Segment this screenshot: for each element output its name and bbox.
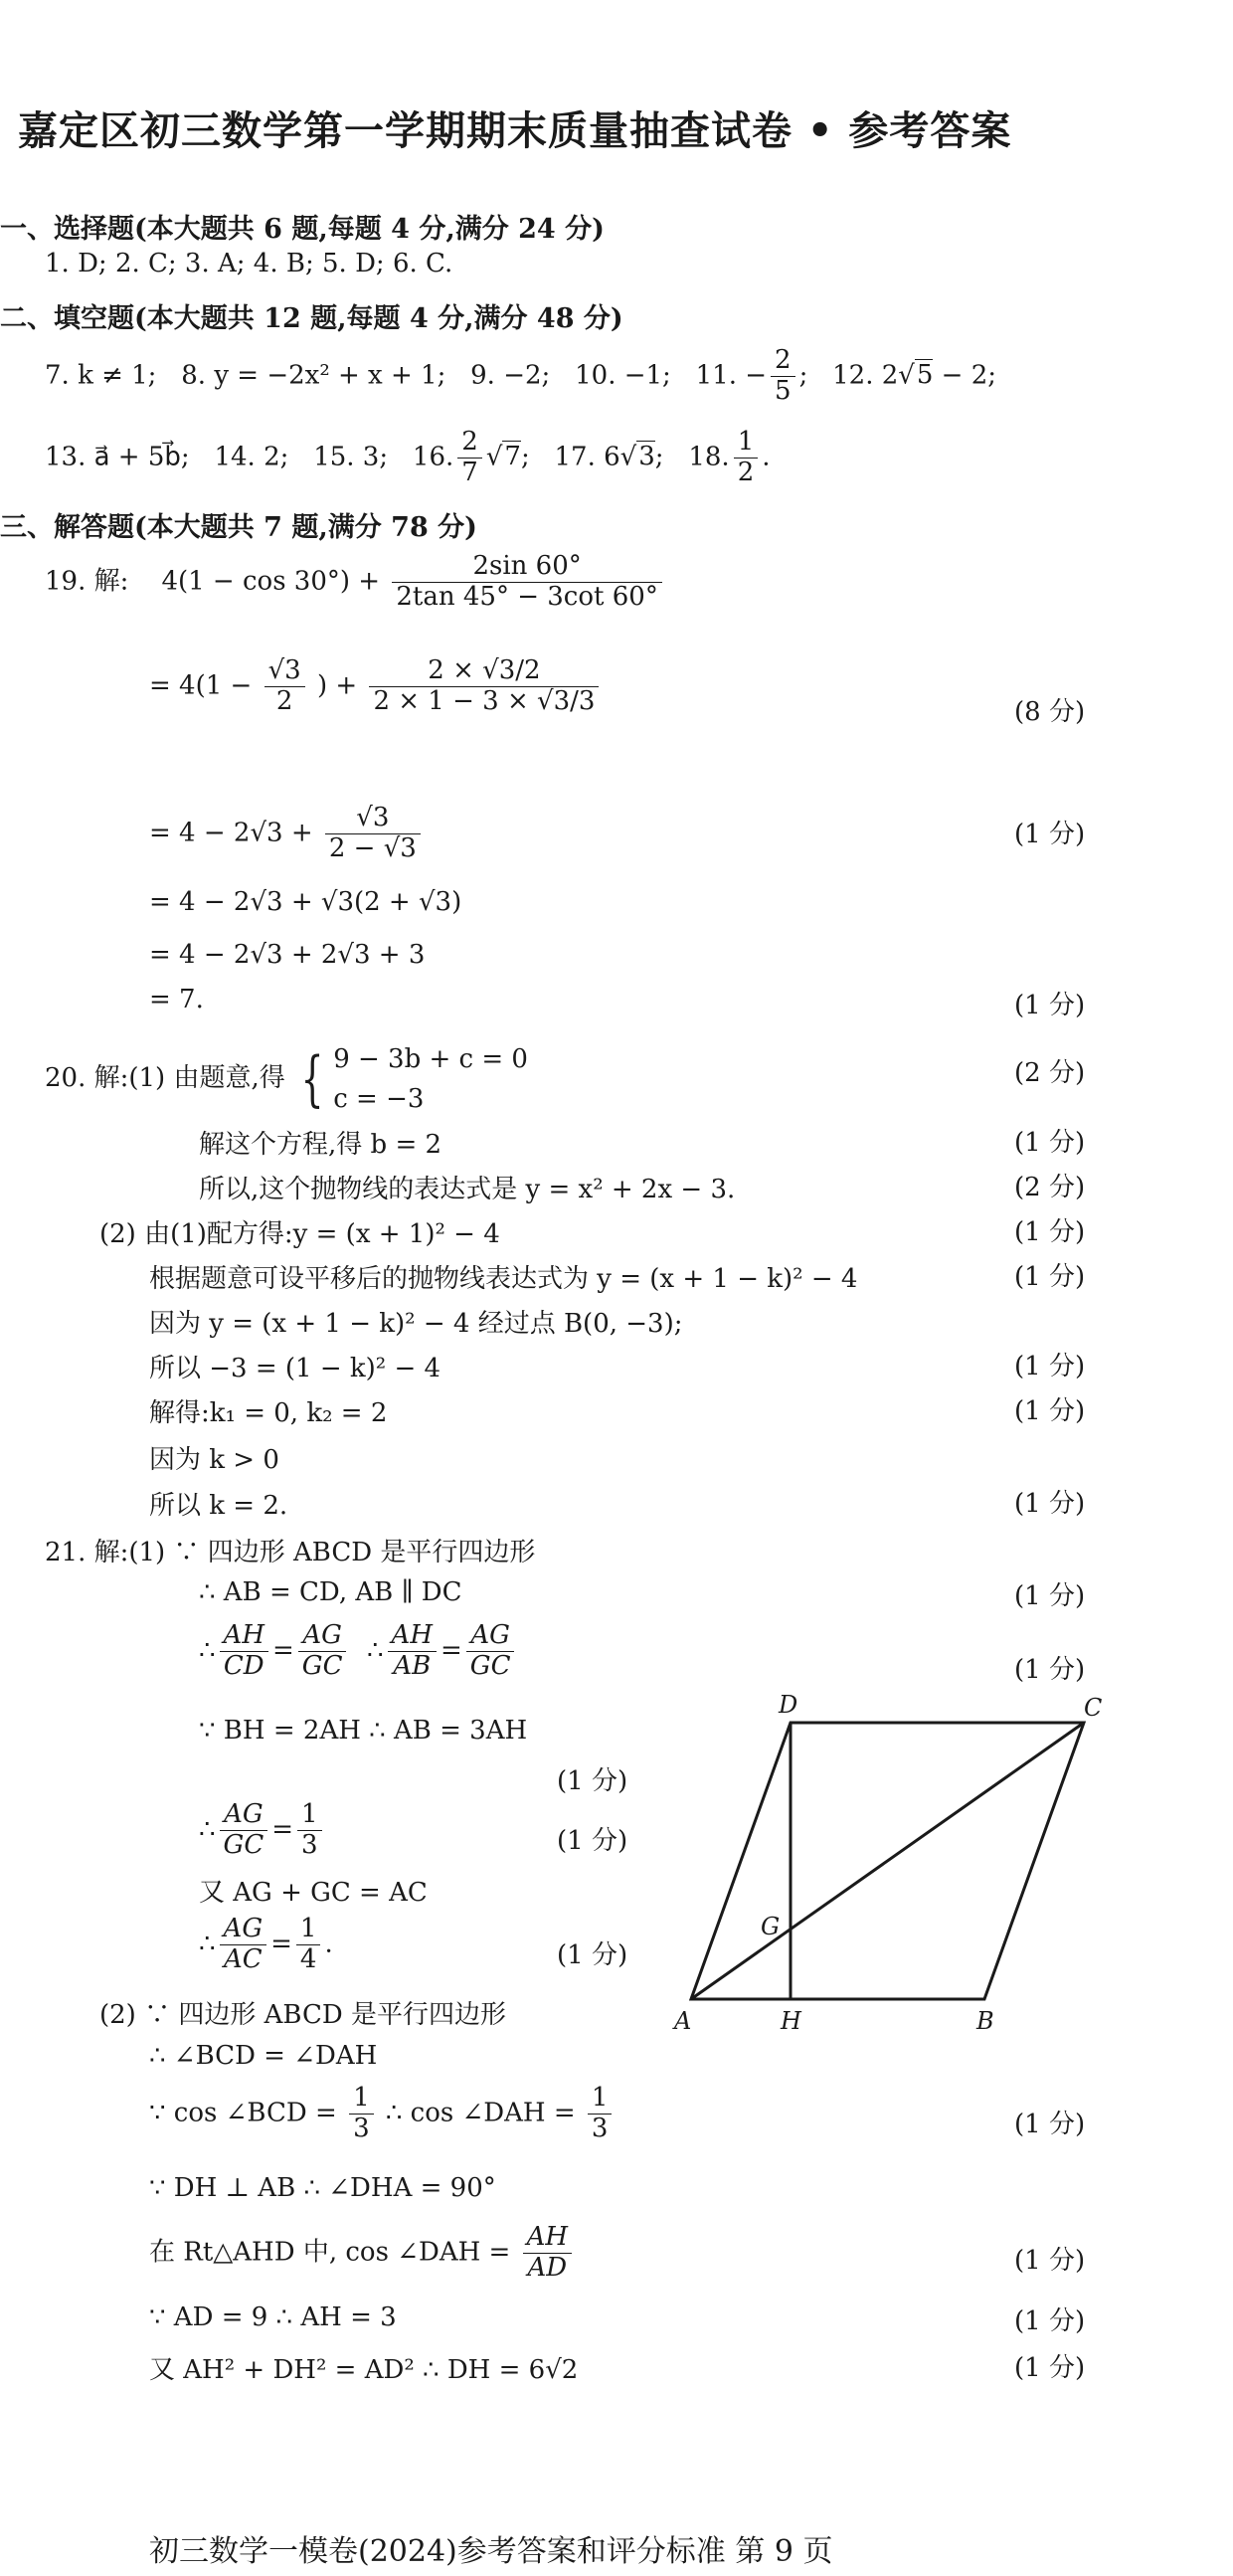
rt-triangle-text: 在 Rt△AHD 中, cos ∠DAH = (149, 2237, 511, 2268)
q19-expr-fraction (392, 552, 661, 613)
q19-step2-prefix: = 4 − 2√3 + (149, 818, 313, 848)
q21-line-6: 又 AG + GC = AC (199, 1878, 428, 1908)
fraction-denominator: 7 (461, 457, 478, 487)
fraction-denominator: AB (393, 1650, 432, 1681)
q20-line-8: 解得:k₁ = 0, k₂ = 2 (149, 1398, 388, 1428)
q21-part2-line-6: ∵ AD = 9 ∴ AH = 3 (149, 2302, 397, 2332)
cos-dah-text: ∴ cos ∠DAH = (385, 2098, 576, 2128)
fraction-numerator: 1 (588, 2084, 613, 2115)
fraction-one-third-bcd (349, 2084, 374, 2144)
q21-score-4: (1 分) (557, 1766, 628, 1796)
label-point-h: H (781, 2007, 801, 2035)
q20-score-1: (2 分) (1014, 1058, 1086, 1088)
q19-score-2: (1 分) (1014, 820, 1086, 849)
q20-line-6: 因为 y = (x + 1 − k)² − 4 经过点 B(0, −3); (149, 1309, 683, 1339)
q21-score-7: (1 分) (557, 1940, 628, 1970)
section-heading-solve: 三、解答题(本大题共 7 题,满分 78 分) (0, 512, 477, 543)
fraction-one-fourth (296, 1915, 321, 1975)
q20-score-8: (1 分) (1014, 1396, 1086, 1426)
q21-part2-line-2: ∴ ∠BCD = ∠DAH (149, 2041, 378, 2071)
q19-step2 (149, 804, 425, 864)
fraction-denominator: 2 − √3 (328, 832, 417, 863)
answer-q10: 10. −1; (575, 360, 671, 391)
page-title: 嘉定区初三数学第一学期期末质量抽查试卷 • 参考答案 (18, 107, 1012, 154)
q21-score-5: (1 分) (557, 1826, 628, 1856)
q20-line-5: 根据题意可设平移后的抛物线表达式为 y = (x + 1 − k)² − 4 (149, 1264, 858, 1294)
fraction-denominator: 2 (737, 457, 755, 487)
fill-answers-row1: 7. k ≠ 1; 8. y = −2x² + x + 1; 9. −2; 10. −1; 11. − $\frac{2}{5}$ ; 12. 2√5 − 2; (45, 345, 997, 406)
q21-line-4: ∵ BH = 2AH ∴ AB = 3AH (199, 1716, 528, 1746)
fraction-denominator: 3 (353, 2113, 370, 2143)
q20-equation-1: 9 − 3b + c = 0 (333, 1044, 528, 1074)
q20-line-9: 因为 k > 0 (149, 1445, 279, 1475)
answer-q11-suffix: ; (798, 360, 808, 391)
fraction-numerator: √3 (264, 656, 305, 687)
fraction-numerator: 2 (771, 346, 795, 377)
diagonal-ac (691, 1723, 1084, 1999)
fraction-numerator: 1 (349, 2084, 374, 2115)
q20-label: 20. 解:(1) 由题意,得 (45, 1063, 285, 1093)
answer-q16-fraction (457, 428, 482, 488)
answer-q18-suffix: . (762, 442, 771, 472)
fraction-numerator: AG (298, 1621, 347, 1652)
q19-step1 (149, 656, 603, 717)
fill-answers-row2: 13. a⃗ + 5b⃗; 14. 2; 15. 3; 16. $\frac{2}{7}$ √7; 17. 6√3; 18. $\frac{1}{2}$ . (45, 427, 771, 487)
q19-step1-prefix: = 4(1 − (149, 670, 253, 701)
fraction-ah-ad (523, 2223, 572, 2284)
q19-score-1: (8 分) (1014, 697, 1086, 727)
q21-part2-score-6: (1 分) (1014, 2306, 1086, 2336)
q19-step5: = 7. (149, 985, 204, 1014)
answer-q16-suffix: ; (520, 442, 530, 472)
q20-score-2: (1 分) (1014, 1128, 1086, 1158)
label-point-c: C (1084, 1694, 1103, 1722)
answer-q11-fraction (771, 346, 795, 407)
q20-line-2: 解这个方程,得 b = 2 (199, 1130, 442, 1160)
q21-line-2: ∴ AB = CD, AB ∥ DC (199, 1577, 462, 1607)
fraction-ag-gc-2 (466, 1621, 515, 1682)
q20-score-3: (2 分) (1014, 1173, 1086, 1202)
label-point-b: B (976, 2007, 994, 2035)
answer-q12-suffix: − 2; (933, 360, 997, 391)
fraction-denominator: AD (527, 2252, 568, 2283)
q19-step3: = 4 − 2√3 + √3(2 + √3) (149, 887, 462, 917)
label-point-d: D (779, 1691, 798, 1719)
q19-expression (45, 552, 666, 613)
fraction-denominator: 4 (299, 1943, 317, 1974)
fraction-numerator: AH (220, 1621, 268, 1652)
q21-score-2: (1 分) (1014, 1581, 1086, 1611)
fraction-denominator: GC (223, 1829, 264, 1860)
q21-line-7: ∴ $\frac{AG}{AC}$ = $\frac{1}{4}$ . (199, 1914, 333, 1974)
q21-part2-line-7: 又 AH² + DH² = AD² ∴ DH = 6√2 (149, 2355, 579, 2385)
fraction-numerator: AH (523, 2223, 572, 2254)
fraction-numerator: 2 × √3/2 (369, 656, 599, 687)
fraction-denominator: 3 (591, 2113, 609, 2143)
q20-line-10: 所以 k = 2. (149, 1491, 288, 1521)
q20-line-3: 所以,这个抛物线的表达式是 y = x² + 2x − 3. (199, 1175, 736, 1204)
q20-score-7: (1 分) (1014, 1352, 1086, 1381)
answer-q13: 13. a⃗ + 5b⃗; (45, 442, 190, 472)
fraction-denominator: GC (301, 1650, 343, 1681)
q19-step4: = 4 − 2√3 + 2√3 + 3 (149, 940, 426, 970)
answer-q18-prefix: 18. (688, 442, 730, 472)
q20-equation-system (333, 1039, 528, 1119)
q20-equation-2: c = −3 (333, 1084, 425, 1114)
fraction-one-third (297, 1800, 322, 1861)
q19-step1-fraction (369, 656, 599, 717)
q21-score-3: (1 分) (1014, 1655, 1086, 1685)
answer-q12-radicand: 5 (916, 360, 934, 391)
q21-part2-line-5 (149, 2223, 576, 2284)
answer-q16-prefix: 16. (412, 442, 454, 472)
q20-part1 (45, 1039, 528, 1119)
fraction-numerator: AG (220, 1800, 268, 1831)
fraction-denominator: 2 × 1 − 3 × √3/3 (373, 685, 596, 716)
q21-part2-score-7: (1 分) (1014, 2353, 1086, 2383)
q21-line-3: ∴ $\frac{AH}{CD}$ = $\frac{AG}{GC}$ ∴ $\frac{AH}{AB}$ = $\frac{AG}{GC}$ (199, 1621, 518, 1682)
answer-q17-suffix: ; (654, 442, 664, 472)
q21-part2-line-4: ∵ DH ⊥ AB ∴ ∠DHA = 90° (149, 2173, 496, 2203)
q21-label: 21. 解:(1) ∵ 四边形 ABCD 是平行四边形 (45, 1538, 536, 1567)
answer-q12-prefix: 12. 2 (832, 360, 899, 391)
answer-q15: 15. 3; (313, 442, 389, 472)
answer-q14: 14. 2; (214, 442, 289, 472)
fraction-denominator: 2 (275, 685, 293, 716)
cos-bcd-text: ∵ cos ∠BCD = (149, 2098, 337, 2128)
q19-expr-prefix: 4(1 − cos 30°) + (161, 566, 381, 597)
section-heading-fill: 二、填空题(本大题共 12 题,每题 4 分,满分 48 分) (0, 303, 623, 334)
system-brace-icon: { (300, 1044, 324, 1114)
fraction-numerator: 1 (296, 1915, 321, 1945)
fraction-numerator: 1 (734, 428, 759, 459)
page-footer: 初三数学一模卷(2024)参考答案和评分标准 第 9 页 (149, 2534, 833, 2569)
fraction-denominator: 5 (775, 375, 792, 406)
answer-q16-radicand: 7 (504, 442, 521, 472)
fraction-denominator: 3 (301, 1829, 318, 1860)
answer-q17-radicand: 3 (638, 442, 655, 472)
fraction-ag-ac (220, 1915, 267, 1975)
answer-q17-prefix: 17. 6 (554, 442, 620, 472)
q21-part2-score-3: (1 分) (1014, 2110, 1086, 2139)
q20-score-10: (1 分) (1014, 1489, 1086, 1519)
q19-step1-mid: ) + (316, 670, 358, 701)
parallelogram-figure (666, 1691, 1114, 2049)
q20-score-4: (1 分) (1014, 1217, 1086, 1247)
q20-line-4: (2) 由(1)配方得:y = (x + 1)² − 4 (99, 1219, 500, 1249)
answer-q9: 9. −2; (470, 360, 551, 391)
q21-part2-line-3 (149, 2084, 616, 2144)
q19-step1-inner-fraction (264, 656, 305, 717)
fraction-numerator: AH (388, 1621, 437, 1652)
fraction-ag-gc-3 (220, 1800, 268, 1861)
q20-line-7: 所以 −3 = (1 − k)² − 4 (149, 1354, 441, 1383)
label-point-a: A (674, 2007, 692, 2035)
choice-answers: 1. D; 2. C; 3. A; 4. B; 5. D; 6. C. (45, 249, 453, 278)
q19-score-3: (1 分) (1014, 991, 1086, 1020)
answer-q7: 7. k ≠ 1; (45, 360, 157, 391)
q19-step2-fraction (325, 804, 421, 864)
label-point-g: G (761, 1913, 781, 1940)
fraction-one-third-dah (588, 2084, 613, 2144)
q19-label: 19. 解: (45, 566, 129, 597)
fraction-denominator: AC (223, 1943, 263, 1974)
q21-line-5: ∴ $\frac{AG}{GC}$ = $\frac{1}{3}$ (199, 1800, 326, 1861)
q21-part2-label: (2) ∵ 四边形 ABCD 是平行四边形 (99, 2000, 506, 2030)
fraction-numerator: AG (220, 1915, 267, 1945)
fraction-numerator: √3 (325, 804, 421, 834)
section-heading-choice: 一、选择题(本大题共 6 题,每题 4 分,满分 24 分) (0, 214, 605, 245)
fraction-numerator: 2sin 60° (392, 552, 661, 583)
fraction-denominator: GC (469, 1650, 511, 1681)
fraction-ag-gc (298, 1621, 347, 1682)
fraction-denominator: 2tan 45° − 3cot 60° (396, 581, 658, 612)
fraction-denominator: CD (223, 1650, 264, 1681)
answer-q8: 8. y = −2x² + x + 1; (181, 360, 446, 391)
answer-q11-prefix: 11. − (695, 360, 768, 391)
fraction-numerator: AG (466, 1621, 515, 1652)
answer-q18-fraction (734, 428, 759, 488)
q20-score-5: (1 分) (1014, 1262, 1086, 1292)
fraction-numerator: 1 (297, 1800, 322, 1831)
q21-part2-score-5: (1 分) (1014, 2246, 1086, 2276)
fraction-ah-ab (388, 1621, 437, 1682)
fraction-numerator: 2 (457, 428, 482, 459)
fraction-ah-cd (220, 1621, 268, 1682)
